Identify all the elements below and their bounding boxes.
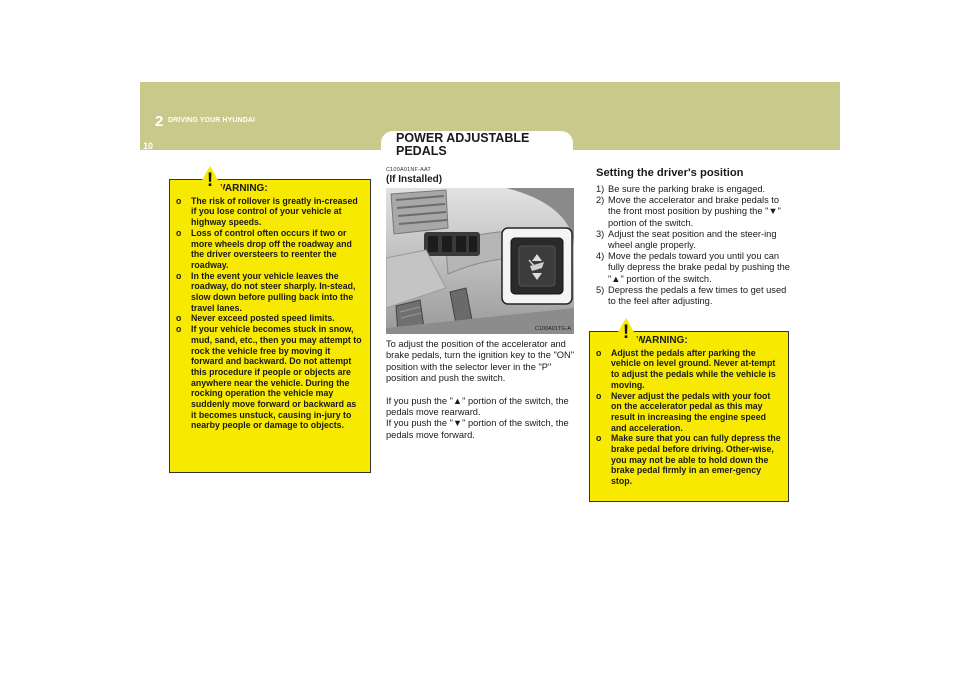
page-number: 10 bbox=[143, 141, 154, 151]
warning-heading: WARNING: bbox=[216, 183, 268, 194]
warning-item-text: Loss of control often occurs if two or more wheels drop off the roadway and the driver oversteers to reenter the roadway. bbox=[191, 227, 352, 270]
step-text: Move the accelerator and brake pedals to the front most position by pushing the "▼" portion of the switch. bbox=[608, 195, 781, 228]
step-number: 4) bbox=[596, 251, 605, 262]
warning-item-text: Adjust the pedals after parking the vehicle on level ground. Never at-tempt to adjust the pedals while the vehicle is moving. bbox=[611, 347, 776, 390]
bullet: o bbox=[176, 270, 182, 281]
warning-item bbox=[176, 228, 364, 271]
reference-code: C100A01NF-AAT bbox=[386, 167, 431, 173]
steps-list bbox=[596, 184, 792, 307]
bullet: o bbox=[596, 390, 602, 401]
warning-list bbox=[176, 196, 364, 431]
left-warning-box bbox=[169, 170, 371, 473]
step-number: 3) bbox=[596, 228, 605, 239]
step-text: Move the pedals toward you until you can fully depress the brake pedal by pushing the "▲" portion of the switch. bbox=[608, 251, 790, 284]
step-number: 5) bbox=[596, 284, 605, 295]
pedal-switch-photo bbox=[386, 188, 574, 334]
warning-item bbox=[596, 433, 782, 487]
dashboard-illustration bbox=[386, 188, 574, 334]
warning-item bbox=[176, 313, 364, 324]
bullet: o bbox=[596, 347, 602, 358]
section-title: POWER ADJUSTABLE PEDALS bbox=[396, 131, 530, 158]
warning-item-text: Make sure that you can fully depress the brake pedal before driving. Other-wise, you may not be able to hold down the brake pedal firmly in an emer-gency stop. bbox=[611, 433, 781, 487]
right-warning-box bbox=[589, 322, 789, 502]
warning-item-text: The risk of rollover is greatly in-creased if you lose control of your vehicle at highway speeds. bbox=[191, 195, 358, 228]
paragraph: If you push the "▼" portion of the switch, the pedals move forward. bbox=[386, 418, 569, 440]
bullet: o bbox=[176, 313, 182, 324]
step-item bbox=[596, 285, 792, 307]
step-item bbox=[596, 195, 792, 229]
step-item bbox=[596, 251, 792, 285]
image-caption: C100A01TG-A bbox=[534, 326, 571, 332]
warning-item bbox=[596, 348, 782, 391]
step-item bbox=[596, 229, 792, 251]
bullet: o bbox=[176, 195, 182, 206]
exclamation-icon: ! bbox=[206, 170, 214, 191]
step-text: Depress the pedals a few times to get used to the feel after adjusting. bbox=[608, 284, 787, 307]
paragraph: To adjust the position of the accelerator and brake pedals, turn the ignition key to the "ON" position with the selector lever in the "P" position and push the switch. bbox=[386, 339, 574, 384]
driver-position-heading: Setting the driver's position bbox=[596, 167, 744, 179]
bullet: o bbox=[596, 433, 602, 444]
warning-item bbox=[176, 196, 364, 228]
step-number: 2) bbox=[596, 195, 605, 206]
warning-item bbox=[176, 271, 364, 314]
warning-item-text: Never adjust the pedals with your foot on the accelerator pedal as this may result in increasing the engine speed and acceleration. bbox=[611, 390, 771, 433]
chapter-number: 2 bbox=[155, 113, 164, 130]
step-text: Be sure the parking brake is engaged. bbox=[608, 184, 766, 194]
warning-item bbox=[596, 391, 782, 434]
instructions-text bbox=[386, 339, 576, 441]
step-text: Adjust the seat position and the steer-ing wheel angle properly. bbox=[608, 228, 777, 251]
warning-list bbox=[596, 348, 782, 487]
chapter-title: DRIVING YOUR HYUNDAI bbox=[168, 117, 256, 124]
bullet: o bbox=[176, 324, 182, 335]
if-installed-label: (If Installed) bbox=[386, 174, 443, 185]
paragraph: If you push the "▲" portion of the switch, the pedals move rearward. bbox=[386, 395, 569, 418]
warning-item-text: Never exceed posted speed limits. bbox=[191, 313, 335, 324]
warning-item bbox=[176, 324, 364, 431]
exclamation-icon: ! bbox=[622, 322, 630, 343]
bullet: o bbox=[176, 227, 182, 238]
warning-item-text: If your vehicle becomes stuck in snow, mud, sand, etc., then you may attempt to rock the vehicle free by moving it forward and backward. Do not attempt this procedure if people or objects are anywhere near the vehicle. During the rocking operation the vehicle may suddenly move forward or backward as it becomes unstuck, causing in-jury to nearby people or damage to objects. bbox=[191, 324, 362, 431]
warning-item-text: In the event your vehicle leaves the roadway, do not steer sharply. In-stead, slow down before pulling back into the travel lanes. bbox=[191, 270, 356, 313]
step-number: 1) bbox=[596, 184, 605, 194]
step-item bbox=[596, 184, 792, 195]
warning-heading: WARNING: bbox=[636, 335, 688, 346]
